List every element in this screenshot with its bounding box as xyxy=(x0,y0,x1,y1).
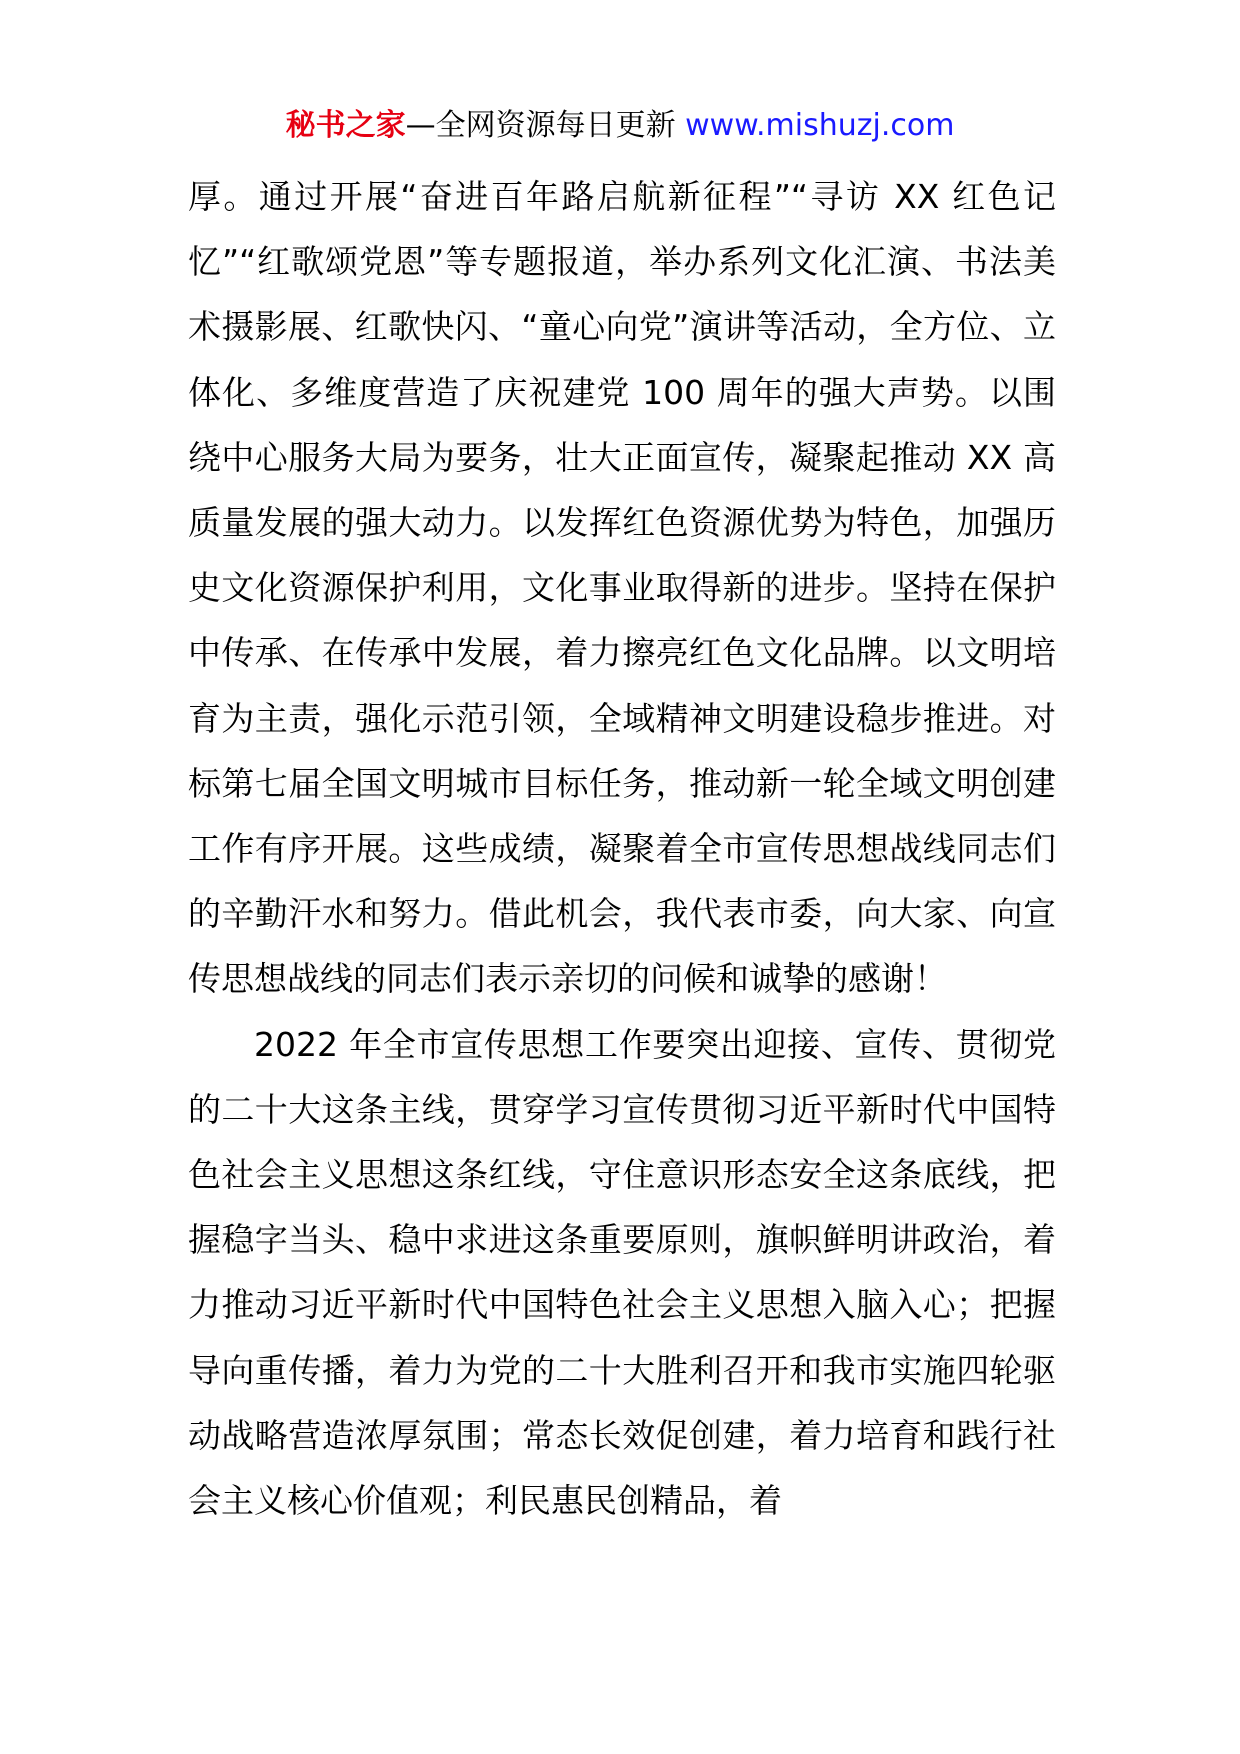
paragraph-continued: 厚。通过开展“奋进百年路启航新征程”“寻访 XX 红色记忆”“红歌颂党恩”等专题报道，举办系列文化汇演、书法美术摄影展、红歌快闪、“童心向党”演讲等活动，全方位、立体化、多维度营造了庆祝建党 100 周年的强大声势。以围绕中心服务大局为要务，壮大正面宣传，凝聚起推动 XX 高质量发展的强大动力。以发挥红色资源优势为特色，加强历史文化资源保护利用，文化事业取得新的进步。坚持在保护中传承、在传承中发展，着力擦亮红色文化品牌。以文明培育为主责，强化示范引领，全域精神文明建设稳步推进。对标第七届全国文明城市目标任务，推动新一轮全域文明创建工作有序开展。这些成绩，凝聚着全市宣传思想战线同志们的辛勤汗水和努力。借此机会，我代表市委，向大家、向宣传思想战线的同志们表示亲切的问候和诚挚的感谢！ xyxy=(188,177,1056,999)
brand-name: 秘书之家 xyxy=(285,108,406,143)
paragraph-2022-work: 2022 年全市宣传思想工作要突出迎接、宣传、贯彻党的二十大这条主线，贯穿学习宣传贯彻习近平新时代中国特色社会主义思想这条红线，守住意识形态安全这条底线，把握稳字当头、稳中求进这条重要原则，旗帜鲜明讲政治，着力推动习近平新时代中国特色社会主义思想入脑入心；把握导向重传播，着力为党的二十大胜利召开和我市实施四轮驱动战略营造浓厚氛围；常态长效促创建，着力培育和践行社会主义核心价值观；利民惠民创精品，着 xyxy=(188,1024,1056,1521)
site-header xyxy=(0,104,1240,148)
document-body xyxy=(188,164,1056,1533)
site-url-link[interactable]: www.mishuzj.com xyxy=(685,108,955,143)
header-tagline: —全网资源每日更新 xyxy=(405,108,686,143)
